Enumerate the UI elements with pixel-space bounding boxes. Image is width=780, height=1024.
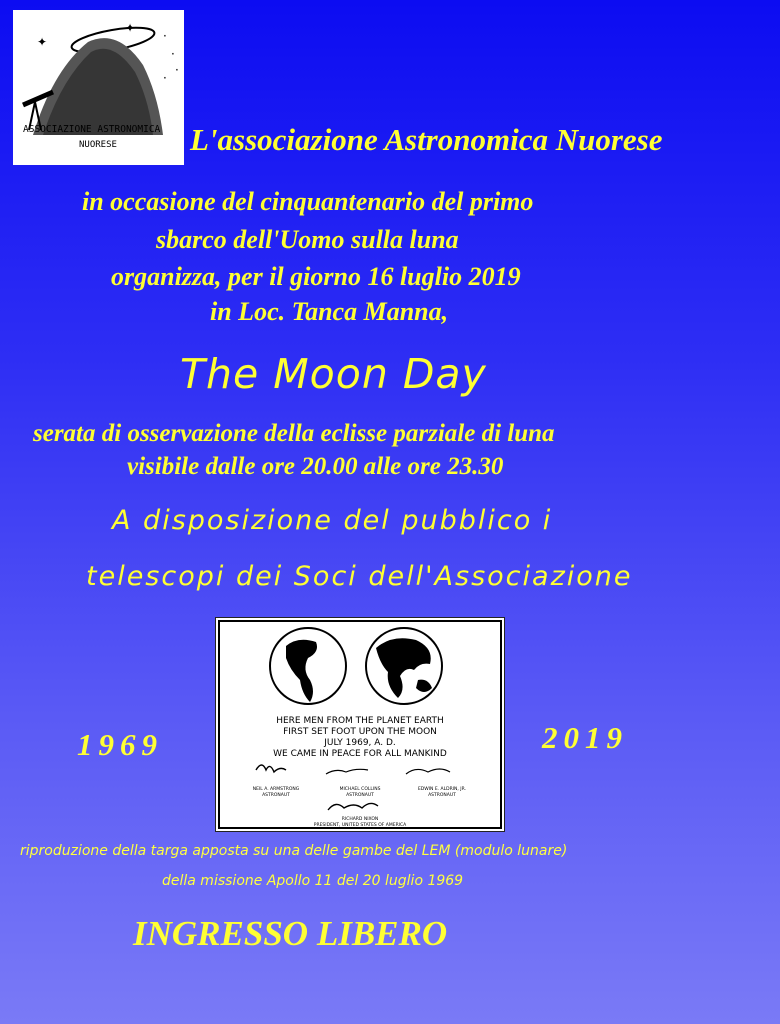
organization-name: L'associazione Astronomica Nuorese <box>190 122 663 157</box>
plaque-sig3-role: ASTRONAUT <box>428 793 456 798</box>
availability-line-2: telescopi dei Soci dell'Associazione <box>86 561 633 592</box>
year-left: 1969 <box>77 727 163 762</box>
plaque-text-line2: FIRST SET FOOT UPON THE MOON <box>283 727 437 737</box>
star-icon: ✦ <box>125 21 136 35</box>
event-description-line-2: visibile dalle ore 20.00 alle ore 23.30 <box>127 453 504 480</box>
plaque-text-line1: HERE MEN FROM THE PLANET EARTH <box>276 716 444 726</box>
association-logo <box>13 10 184 165</box>
star-icon: · <box>163 29 167 43</box>
intro-line-4: in Loc. Tanca Manna, <box>210 297 449 326</box>
plaque-sig1-role: ASTRONAUT <box>262 793 290 798</box>
logo-graphic <box>13 10 184 165</box>
event-description-line-1: serata di osservazione della eclisse parziale di luna <box>33 420 555 447</box>
plaque-sig2-name: MICHAEL COLLINS <box>339 787 381 792</box>
plaque-text-line4: WE CAME IN PEACE FOR ALL MANKIND <box>273 749 447 759</box>
logo-text-line1: ASSOCIAZIONE ASTRONOMICA <box>23 124 161 135</box>
plaque-text-line3: JULY 1969, A. D. <box>324 738 396 748</box>
apollo-plaque <box>215 617 505 832</box>
plaque-graphic <box>216 618 504 831</box>
star-icon: · <box>171 47 175 61</box>
intro-line-3: organizza, per il giorno 16 luglio 2019 <box>111 262 521 291</box>
plaque-caption-line-1: riproduzione della targa apposta su una delle gambe del LEM (modulo lunare) <box>20 843 568 859</box>
logo-text-line2: NUORESE <box>79 140 117 150</box>
star-icon: · <box>163 71 167 85</box>
free-entry-banner: INGRESSO LIBERO <box>133 914 448 953</box>
intro-line-2: sbarco dell'Uomo sulla luna <box>156 225 459 254</box>
plaque-sig1-name: NEIL A. ARMSTRONG <box>252 787 300 792</box>
star-icon: ✦ <box>37 35 48 49</box>
event-title: The Moon Day <box>180 350 487 398</box>
year-right: 2019 <box>542 720 628 755</box>
plaque-sig2-role: ASTRONAUT <box>346 793 374 798</box>
plaque-sig3-name: EDWIN E. ALDRIN, JR. <box>417 787 467 792</box>
availability-line-1: A disposizione del pubblico i <box>112 505 553 536</box>
intro-line-1: in occasione del cinquantenario del primo <box>82 187 534 216</box>
star-icon: · <box>175 63 179 77</box>
plaque-caption-line-2: della missione Apollo 11 del 20 luglio 1969 <box>162 873 464 889</box>
plaque-sig4-name: RICHARD NIXON <box>341 817 379 822</box>
plaque-sig4-role: PRESIDENT, UNITED STATES OF AMERICA <box>313 823 407 828</box>
